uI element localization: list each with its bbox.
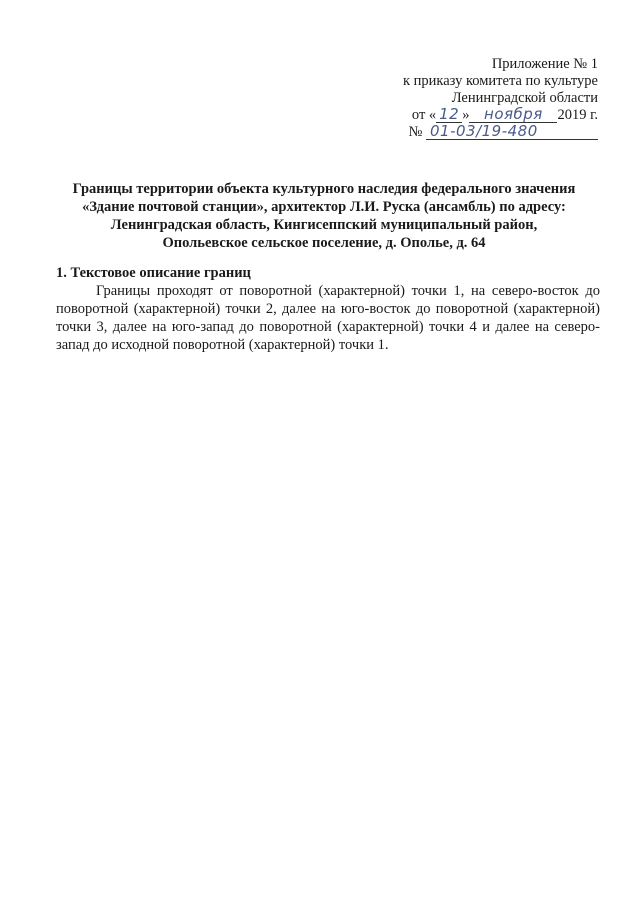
appendix-header xyxy=(358,56,598,141)
title-line-3: Ленинградская область, Кингисеппский муниципальный район, xyxy=(110,217,538,233)
date-prefix: от « xyxy=(411,107,437,123)
date-day-handwritten: 12 xyxy=(436,107,462,123)
title-line-4: Опольевское сельское поселение, д. Ополье, д. 64 xyxy=(162,235,486,251)
appendix-order-number-line xyxy=(358,124,598,141)
number-prefix: № xyxy=(408,124,423,140)
date-year: 2019 г. xyxy=(557,107,598,123)
title-line-1: Границы территории объекта культурного наследия федерального значения xyxy=(72,181,576,197)
section-body-text: Границы проходят от поворотной (характерной) точки 1, на северо-восток до поворотной (характерной) точки 2, далее на юго-восток до поворотной (характерной) точки 3, далее на юго-запад до поворотной (характерной) точки 4 и далее на северо-запад до исходной поворотной (характерной) точки 1. xyxy=(56,283,600,353)
section-heading: 1. Текстовое описание границ xyxy=(56,265,251,281)
date-month-handwritten: ноября xyxy=(469,107,557,123)
date-mid: » xyxy=(462,107,470,123)
document-title xyxy=(50,180,598,252)
section-boundary-description xyxy=(56,264,600,354)
order-number-handwritten: 01-03/19-480 xyxy=(426,124,598,140)
appendix-region: Ленинградской области xyxy=(451,90,598,106)
appendix-order-reference: к приказу комитета по культуре xyxy=(402,73,598,89)
appendix-number: Приложение № 1 xyxy=(491,56,598,72)
title-line-2: «Здание почтовой станции», архитектор Л.И. Руска (ансамбль) по адресу: xyxy=(82,199,566,215)
